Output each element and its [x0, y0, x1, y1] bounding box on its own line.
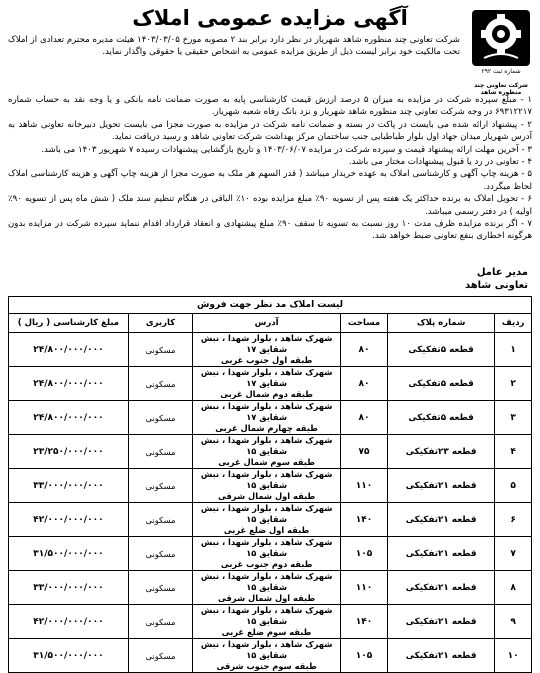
header-plak: شماره پلاک: [387, 314, 494, 333]
address-line-2: طبقه اول شمال شرقی: [217, 491, 316, 501]
address-line-2: طبقه سوم شمال غربی: [218, 457, 315, 467]
notice-intro: [8, 34, 460, 59]
table-header-row: [9, 314, 532, 333]
header-usage: کاربری: [128, 314, 192, 333]
address-line-1: شهرک شاهد ، بلوار شهدا ، نبش شقایق ۱۵: [200, 537, 333, 558]
row-number: ۲: [495, 367, 532, 401]
row-plak: قطعه ۵تفکیکی: [387, 333, 494, 367]
header-area: مساحت: [341, 314, 388, 333]
address-line-2: طبقه دوم جنوب غربی: [220, 559, 313, 569]
address-line-2: طبقه اول شمال شرقی: [217, 593, 316, 603]
row-usage: مسکونی: [128, 401, 192, 435]
row-number: ۸: [495, 571, 532, 605]
clause-4: ۴ - تعاونی در رد یا قبول پیشنهادات مختار می باشد.: [348, 157, 532, 168]
notice-title: آگهی مزایده عمومی املاک: [132, 6, 408, 30]
row-area: ۱۱۰: [341, 571, 388, 605]
address-line-2: طبقه اول جنوب غربی: [220, 355, 313, 365]
row-plak: قطعه ۲۱تفکیکی: [387, 605, 494, 639]
address-line-1: شهرک شاهد ، بلوار شهدا ، نبش شقایق ۱۷: [200, 367, 333, 388]
row-price: ۴۲/۰۰۰/۰۰۰/۰۰۰: [9, 503, 129, 537]
table-row: [9, 435, 532, 469]
row-price: ۲۴/۸۰۰/۰۰۰/۰۰۰: [9, 333, 129, 367]
notice-clauses: [8, 94, 532, 243]
address-line-1: شهرک شاهد ، بلوار شهدا ، نبش شقایق ۱۵: [200, 469, 333, 490]
row-plak: قطعه ۵تفکیکی: [387, 367, 494, 401]
row-address: [193, 571, 341, 605]
clause-1: ۱ - مبلغ سپرده شرکت در مزایده به میزان ۵ درصد ارزش قیمت کارشناسی پایه به صورت ضمانت نامه بانکی و یا وجه نقد به حساب شماره ۶۹۳۱۲۲۱۷ در وجه شرکت تعاونی چند منظوره شاهد شهریار و نزد بانک رفاه شعبه شهریار.: [8, 95, 532, 118]
row-area: ۱۴۰: [341, 605, 388, 639]
row-number: ۴: [495, 435, 532, 469]
row-plak: قطعه ۲۱تفکیکی: [387, 537, 494, 571]
row-plak: قطعه ۲۱تفکیکی: [387, 469, 494, 503]
address-line-1: شهرک شاهد ، بلوار شهدا ، نبش شقایق ۱۷: [200, 333, 333, 354]
row-area: ۷۵: [341, 435, 388, 469]
row-usage: مسکونی: [128, 571, 192, 605]
property-table: [8, 296, 532, 673]
row-usage: مسکونی: [128, 367, 192, 401]
table-row: [9, 537, 532, 571]
row-price: ۲۴/۸۰۰/۰۰۰/۰۰۰: [9, 367, 129, 401]
row-address: [193, 435, 341, 469]
row-usage: مسکونی: [128, 503, 192, 537]
header-row-no: ردیف: [495, 314, 532, 333]
row-area: ۸۰: [341, 333, 388, 367]
row-number: ۱۰: [495, 639, 532, 673]
row-price: ۲۳/۲۵۰/۰۰۰/۰۰۰: [9, 435, 129, 469]
row-area: ۱۴۰: [341, 503, 388, 537]
row-number: ۹: [495, 605, 532, 639]
table-row: [9, 469, 532, 503]
table-row: [9, 503, 532, 537]
row-plak: قطعه ۲۳تفکیکی: [387, 435, 494, 469]
clause-2: ۲ - پیشنهاد ارائه شده می بایست در پاکت در بسته و ضمانت نامه شرکت در مزایده به صورت مجزا می بایست تحویل دبیرخانه تعاونی شاهد به آدرس شهریار میدان جهاد اول بلوار طباطبایی جنب ساختمان مرکز بهداشت شرکت تعاونی شاهد و رسید دریافت نماید.: [8, 119, 532, 143]
address-line-2: طبقه دوم شمال غربی: [220, 389, 313, 399]
row-address: [193, 401, 341, 435]
row-area: ۱۱۰: [341, 469, 388, 503]
header-address: آدرس: [193, 314, 341, 333]
row-number: ۶: [495, 503, 532, 537]
address-line-1: شهرک شاهد ، بلوار شهدا ، نبش شقایق ۱۵: [200, 639, 333, 660]
clause-7: ۷ - اگر برنده مزایده ظرف مدت ۱۰ روز نسبت به تسویه تا سقف ۹۰٪ مبلغ پیشنهادی و انعقاد قرارداد اقدام ننماید سپرده شرکت در مزایده بدون هرگونه اخطاری بنفع تعاونی ضبط خواهد شد.: [8, 219, 532, 242]
table-row: [9, 605, 532, 639]
table-caption: لیست املاک مد نظر جهت فروش: [9, 297, 532, 314]
row-address: [193, 469, 341, 503]
signature-title: مدیر عامل: [476, 267, 528, 278]
row-price: ۳۳/۰۰۰/۰۰۰/۰۰۰: [9, 571, 129, 605]
table-row: [9, 367, 532, 401]
address-line-1: شهرک شاهد ، بلوار شهدا ، نبش شقایق ۱۵: [200, 571, 333, 592]
row-area: ۸۰: [341, 401, 388, 435]
row-area: ۱۰۵: [341, 639, 388, 673]
address-line-1: شهرک شاهد ، بلوار شهدا ، نبش شقایق ۱۵: [200, 605, 333, 626]
row-address: [193, 537, 341, 571]
intro-paragraph: شرکت تعاونی چند منظوره شاهد شهریار در نظر دارد برابر بند ۲ مصوبه مورخ ۱۴۰۳/۰۳/۰۵ هیئت مدیره محترم تعدادی از املاک تحت مالکیت خود برابر لیست ذیل از طریق مزایده عمومی به اشخاص حقیقی یا حقوقی واگذار نماید.: [8, 35, 460, 58]
table-row: [9, 401, 532, 435]
row-plak: قطعه ۲۱تفکیکی: [387, 571, 494, 605]
row-number: ۷: [495, 537, 532, 571]
clause-5: ۵ - هزینه چاپ آگهی و کارشناسی املاک به عهده خریدار میباشد ( قدر السهم هر ملک به صورت مجزا از هزینه چاپ آگهی و هزینه کارشناسی املاک لحاظ میگردد.: [8, 169, 532, 192]
address-line-2: طبقه سوم ضلع غربی: [221, 627, 312, 637]
address-line-2: طبقه چهارم شمال غربی: [215, 423, 318, 433]
row-usage: مسکونی: [128, 435, 192, 469]
row-address: [193, 333, 341, 367]
address-line-2: طبقه سوم جنوب شرقی: [216, 661, 317, 671]
address-line-1: شهرک شاهد ، بلوار شهدا ، نبش شقایق ۱۷: [200, 401, 333, 422]
row-price: ۳۱/۵۰۰/۰۰۰/۰۰۰: [9, 639, 129, 673]
row-price: ۳۳/۰۰۰/۰۰۰/۰۰۰: [9, 469, 129, 503]
row-usage: مسکونی: [128, 469, 192, 503]
row-usage: مسکونی: [128, 605, 192, 639]
address-line-1: شهرک شاهد ، بلوار شهدا ، نبش شقایق ۱۵: [200, 503, 333, 524]
row-price: ۳۱/۵۰۰/۰۰۰/۰۰۰: [9, 537, 129, 571]
row-price: ۴۲/۰۰۰/۰۰۰/۰۰۰: [9, 605, 129, 639]
logo-caption: شرکت تعاونی چند منظوره شاهد: [474, 82, 528, 96]
row-plak: قطعه ۵تفکیکی: [387, 401, 494, 435]
header-price: مبلغ کارشناسی ( ریال ): [9, 314, 129, 333]
row-address: [193, 367, 341, 401]
cooperative-logo: [470, 8, 532, 80]
row-price: ۲۴/۸۰۰/۰۰۰/۰۰۰: [9, 401, 129, 435]
row-number: ۳: [495, 401, 532, 435]
row-usage: مسکونی: [128, 537, 192, 571]
clause-6: ۶ - تحویل املاک به برنده حداکثر یک هفته پس از تسویه ۹۰٪ مبلغ مزایده بوده ۱۰٪ الباقی در هنگام تنظیم سند ملک ( شش ماه پس از تسویه ۹۰٪ اولیه ) در دفتر رسمی میباشد.: [8, 194, 532, 217]
row-plak: قطعه ۲۱تفکیکی: [387, 639, 494, 673]
row-usage: مسکونی: [128, 333, 192, 367]
logo-registration: شماره ثبت ۲۹۲: [481, 68, 521, 75]
row-number: ۵: [495, 469, 532, 503]
signature-block: [465, 266, 528, 292]
table-row: [9, 639, 532, 673]
row-address: [193, 639, 341, 673]
clause-3: ۳ - آخرین مهلت ارائه پیشنهاد قیمت و سپرده شرکت در مزایده ۱۴۰۳/۰۶/۰۷ و تاریخ بازگشایی پیشنهادات رسیده ۷ شهریور ۱۴۰۳ می باشد.: [41, 144, 532, 155]
row-address: [193, 605, 341, 639]
row-plak: قطعه ۲۱تفکیکی: [387, 503, 494, 537]
address-line-2: طبقه اول ضلع غربی: [223, 525, 310, 535]
row-number: ۱: [495, 333, 532, 367]
table-row: [9, 333, 532, 367]
row-address: [193, 503, 341, 537]
row-area: ۱۰۵: [341, 537, 388, 571]
address-line-1: شهرک شاهد ، بلوار شهدا ، نبش شقایق ۱۵: [200, 435, 333, 456]
signature-org: تعاونی شاهد: [464, 280, 528, 291]
row-usage: مسکونی: [128, 639, 192, 673]
row-area: ۸۰: [341, 367, 388, 401]
table-row: [9, 571, 532, 605]
